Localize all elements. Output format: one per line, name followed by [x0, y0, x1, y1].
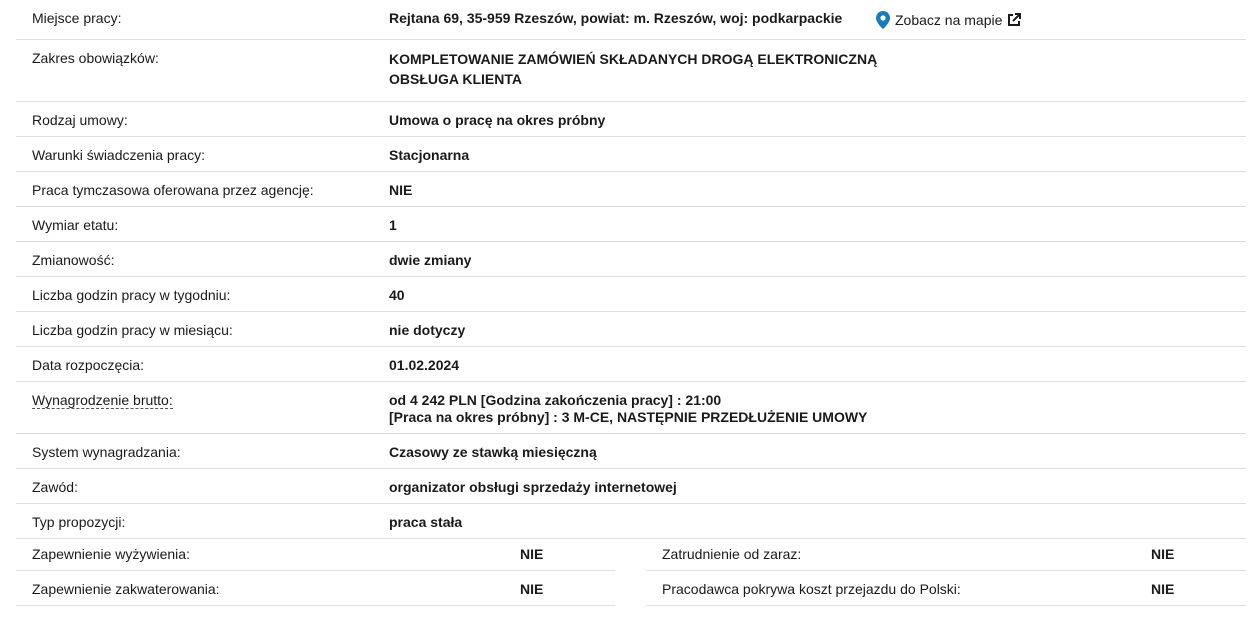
row-start-date: [16, 347, 1246, 382]
row-occupation: [16, 469, 1246, 504]
split-label: Zatrudnienie od zaraz:: [662, 546, 802, 562]
split-value: NIE: [520, 581, 544, 597]
split-cell-food: [16, 536, 615, 571]
row-label: Warunki świadczenia pracy:: [32, 147, 205, 163]
split-label: Zapewnienie zakwaterowania:: [32, 581, 220, 597]
row-value: Stacjonarna: [389, 147, 470, 163]
row-value: 1: [389, 217, 397, 233]
salary-line: [Praca na okres próbny] : 3 M-CE, NASTĘPNIE PRZEDŁUŻENIE UMOWY: [389, 409, 868, 425]
split-cell-travel-cost: [646, 571, 1246, 606]
details-table: [16, 0, 1246, 539]
row-value: NIE: [389, 182, 413, 198]
split-value: NIE: [1151, 581, 1175, 597]
row-label: Zakres obowiązków:: [32, 50, 159, 66]
row-value: dwie zmiany: [389, 252, 472, 268]
split-label: Pracodawca pokrywa koszt przejazdu do Polski:: [662, 581, 961, 597]
row-value: [389, 50, 1246, 90]
row-label: Typ propozycji:: [32, 514, 126, 530]
row-fte: [16, 207, 1246, 242]
row-value: Czasowy ze stawką miesięczną: [389, 444, 597, 460]
row-duties: [16, 40, 1246, 102]
row-work-conditions: [16, 137, 1246, 172]
row-salary: [16, 382, 1246, 434]
row-label: Liczba godzin pracy w tygodniu:: [32, 287, 231, 303]
row-value: nie dotyczy: [389, 322, 466, 338]
split-value: NIE: [520, 546, 544, 562]
row-value: Umowa o pracę na okres próbny: [389, 112, 606, 128]
row-label: Data rozpoczęcia:: [32, 357, 145, 373]
map-link[interactable]: [876, 11, 1021, 29]
row-value: praca stała: [389, 514, 463, 530]
row-monthly-hours: [16, 312, 1246, 347]
row-label: Miejsce pracy:: [32, 10, 122, 26]
row-label: Zmianowość:: [32, 252, 115, 268]
salary-tooltip-trigger[interactable]: Wynagrodzenie brutto:: [32, 392, 173, 408]
row-shifts: [16, 242, 1246, 277]
row-workplace: [16, 0, 1246, 40]
split-cell-immediate: [646, 536, 1246, 571]
map-pin-icon: [876, 11, 890, 29]
split-cell-accommodation: [16, 571, 615, 606]
duty-line: OBSŁUGA KLIENTA: [389, 71, 522, 87]
row-label: System wynagradzania:: [32, 444, 181, 460]
row-weekly-hours: [16, 277, 1246, 312]
row-pay-system: [16, 434, 1246, 469]
row-value: organizator obsługi sprzedaży internetowej: [389, 479, 677, 495]
row-label: Wymiar etatu:: [32, 217, 119, 233]
row-offer-type: [16, 504, 1246, 539]
row-value: [389, 392, 1246, 426]
row-label: Rodzaj umowy:: [32, 112, 128, 128]
row-contract-type: [16, 102, 1246, 137]
salary-line: od 4 242 PLN [Godzina zakończenia pracy] : 21:00: [389, 392, 722, 408]
row-value: 40: [389, 287, 405, 303]
row-temp-agency: [16, 172, 1246, 207]
split-value: NIE: [1151, 546, 1175, 562]
external-link-icon: [1007, 13, 1021, 27]
row-label: Liczba godzin pracy w miesiącu:: [32, 322, 233, 338]
row-label: Praca tymczasowa oferowana przez agencję:: [32, 182, 314, 198]
map-link-label: Zobacz na mapie: [895, 12, 1003, 28]
row-value: Rejtana 69, 35-959 Rzeszów, powiat: m. Rzeszów, woj: podkarpackie: [389, 10, 843, 26]
duty-line: KOMPLETOWANIE ZAMÓWIEŃ SKŁADANYCH DROGĄ ELEKTRONICZNĄ: [389, 51, 878, 67]
row-value: 01.02.2024: [389, 357, 460, 373]
split-label: Zapewnienie wyżywienia:: [32, 546, 190, 562]
row-label: [16, 392, 389, 408]
row-label: Zawód:: [32, 479, 78, 495]
